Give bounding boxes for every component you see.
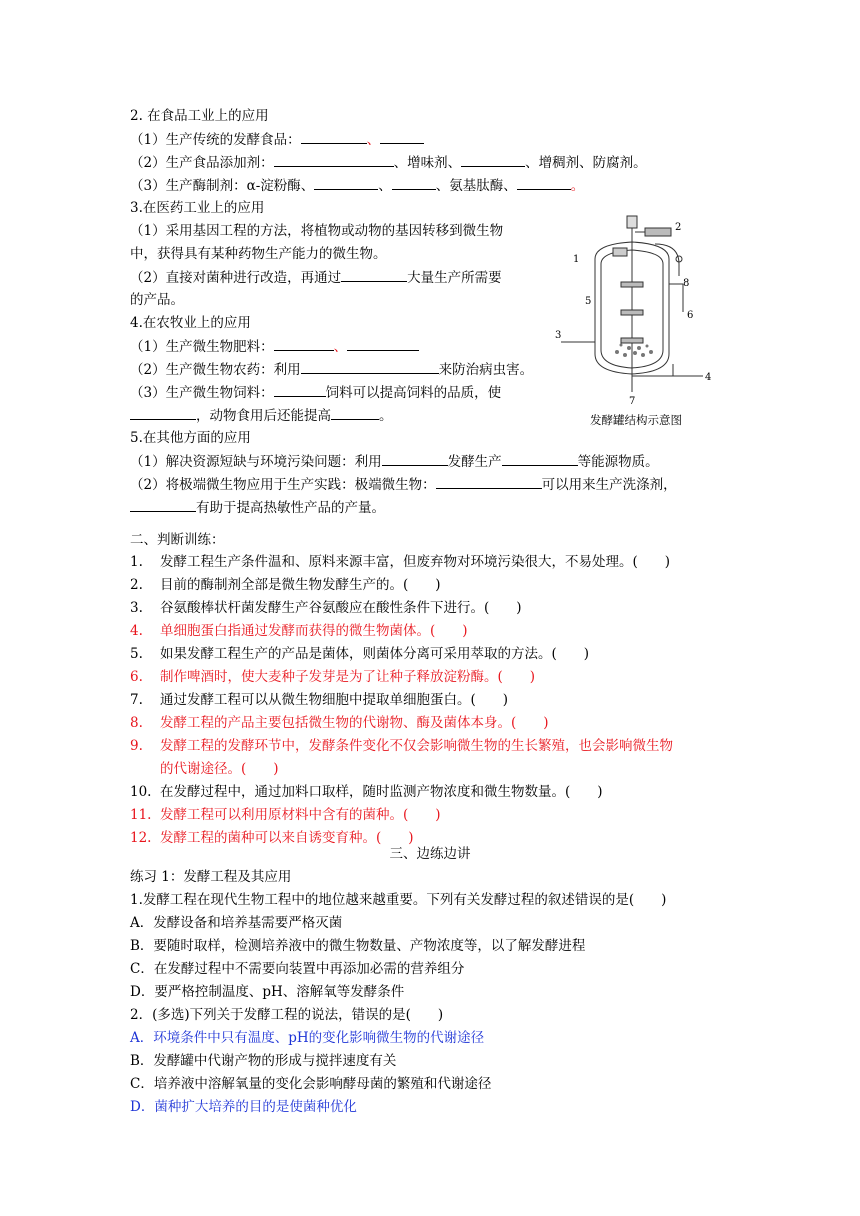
text: 、 (378, 178, 392, 194)
section3-line2c: 的产品。 (130, 292, 184, 308)
judge-item-number: 7. (130, 692, 143, 708)
judge-item (130, 667, 535, 687)
blank (314, 175, 378, 190)
blank (274, 382, 326, 397)
answer-paren: ( ) (632, 554, 671, 570)
fig-label-1: 1 (573, 254, 580, 265)
text: 有助于提高热敏性产品的产量。 (196, 500, 385, 516)
blank (347, 336, 419, 351)
judge-item-number: 8. (130, 715, 143, 731)
section4-line3 (130, 382, 501, 403)
fig-label-2: 2 (675, 222, 682, 233)
section5-heading: 5.在其他方面的应用 (130, 430, 251, 446)
blank (502, 451, 578, 466)
option-d: D．菌种扩大培养的目的是使菌种优化 (130, 1099, 357, 1115)
section2-line3 (130, 175, 584, 196)
blank (274, 152, 394, 167)
fermenter-diagram-svg (555, 214, 720, 414)
section3-heading: 3.在医药工业上的应用 (130, 200, 265, 216)
answer-paren: ( ) (497, 669, 536, 685)
judge-item-text: 目前的酶制剂全部是微生物发酵生产的。 (160, 577, 403, 593)
text: 。 (570, 178, 585, 194)
blank (461, 152, 525, 167)
text: （3）生产酶制剂：α-淀粉酶、 (130, 178, 315, 194)
section5-line3 (130, 497, 385, 518)
judge-item-number: 2. (130, 577, 143, 593)
fig-label-8: 8 (683, 278, 690, 289)
answer-paren: ( ) (403, 807, 441, 823)
blank (331, 405, 379, 420)
section4-heading: 4.在农牧业上的应用 (130, 315, 251, 331)
blank (392, 175, 436, 190)
section4-line2 (130, 359, 533, 380)
section2-heading: 2. 在食品工业上的应用 (130, 108, 269, 124)
text: 发酵生产 (447, 454, 502, 470)
answer-paren: ( ) (565, 784, 603, 800)
judge-item (130, 736, 673, 756)
blank (274, 336, 334, 351)
blank (517, 175, 571, 190)
judge-item (130, 598, 522, 618)
text: （1）生产微生物肥料： (130, 339, 274, 355)
section3-line1a: （1）采用基因工程的方法，将植物或动物的基因转移到微生物 (130, 223, 504, 239)
judge-item-number: 12. (130, 830, 152, 846)
judge-item-number: 10. (130, 784, 152, 800)
judge-item (130, 782, 603, 802)
option-b: B．发酵罐中代谢产物的形成与搅拌速度有关 (130, 1053, 397, 1069)
fig-label-5: 5 (585, 296, 592, 307)
blank (301, 129, 367, 144)
judge-item-text: 发酵工程可以利用原材料中含有的菌种。 (160, 807, 403, 823)
judge-item-number: 4. (130, 623, 143, 639)
section5-line1 (130, 451, 659, 472)
judge-item (130, 805, 441, 825)
text: 来防治病虫害。 (438, 362, 534, 378)
text: 可以用来生产洗涤剂， (541, 477, 677, 493)
option-d: D．要严格控制温度、pH、溶解氧等发酵条件 (130, 984, 405, 1000)
text: 。 (379, 408, 393, 424)
blank (341, 267, 407, 282)
text: （1）生产传统的发酵食品： (130, 132, 301, 148)
text: 等能源物质。 (577, 454, 659, 470)
text: ，动物食用后还能提高 (196, 408, 331, 424)
option-a: A．环境条件中只有温度、pH的变化影响微生物的代谢途径 (130, 1030, 485, 1046)
text: 、氨基肽酶、 (435, 178, 517, 194)
judge-item (130, 621, 468, 641)
judge-item-number: 3. (130, 600, 143, 616)
fermenter-diagram (555, 214, 720, 434)
separator: 、 (366, 132, 381, 148)
judge-item-text: 发酵工程的发酵环节中，发酵条件变化不仅会影响微生物的生长繁殖，也会影响微生物 (160, 738, 673, 754)
judge-item-text: 发酵工程的产品主要包括微生物的代谢物、酶及菌体本身。 (160, 715, 511, 731)
exercise-title: 练习 1：发酵工程及其应用 (130, 869, 292, 885)
section4-line1 (130, 336, 419, 357)
section5-line2 (130, 474, 677, 495)
motor-shape (627, 216, 637, 228)
judge-heading: 二、判断训练： (130, 532, 225, 548)
answer-paren: ( ) (551, 646, 590, 662)
blank (130, 497, 196, 512)
separator: 、 (333, 339, 348, 355)
judge-item-number: 1. (130, 554, 143, 570)
judge-item-number: 11. (130, 807, 152, 823)
section2-line1 (130, 129, 424, 150)
judge-item (130, 759, 279, 779)
text: （2）直接对菌种进行改造，再通过 (130, 270, 342, 286)
blank (130, 405, 196, 420)
fig-label-7: 7 (629, 396, 636, 407)
judge-item-text: 发酵工程的菌种可以来自诱变育种。 (160, 830, 376, 846)
answer-paren: ( ) (241, 761, 279, 777)
judge-item-number: 9. (130, 738, 143, 754)
fig-label-3: 3 (555, 330, 562, 341)
section3b-heading: 三、边练边讲 (389, 846, 471, 862)
question-1: 1.发酵工程在现代生物工程中的地位越来越重要。下列有关发酵过程的叙述错误的是( ) (130, 892, 667, 908)
option-c: C．在发酵过程中不需要向装置中再添加必需的营养组分 (130, 961, 465, 977)
judge-item (130, 575, 441, 595)
option-a: A．发酵设备和培养基需要严格灭菌 (130, 915, 343, 931)
answer-paren: ( ) (376, 830, 414, 846)
section3-line2 (130, 267, 502, 288)
answer-paren: ( ) (511, 715, 549, 731)
judge-item (130, 552, 670, 572)
text: 、增稠剂、防腐剂。 (525, 155, 647, 171)
fig-label-4: 4 (705, 372, 712, 383)
section2-line2 (130, 152, 647, 173)
answer-paren: ( ) (470, 692, 509, 708)
answer-paren: ( ) (403, 577, 441, 593)
blank (382, 451, 448, 466)
text: 、增味剂、 (393, 155, 462, 171)
text: （1）解决资源短缺与环境污染问题：利用 (130, 454, 382, 470)
text: 饲料可以提高饲料的品质，使 (325, 385, 502, 401)
judge-item-text: 在发酵过程中，通过加料口取样，随时监测产物浓度和微生物数量。 (160, 784, 565, 800)
judge-item (130, 644, 589, 664)
option-c: C．培养液中溶解氧量的变化会影响酵母菌的繁殖和代谢途径 (130, 1076, 492, 1092)
judge-item-text: 的代谢途径。 (160, 761, 241, 777)
blank (301, 359, 439, 374)
blank (380, 129, 424, 144)
judge-item-text: 如果发酵工程生产的产品是菌体，则菌体分离可采用萃取的方法。 (160, 646, 552, 662)
judge-item (130, 713, 549, 733)
text: （2）生产食品添加剂： (130, 155, 274, 171)
judge-item-number: 5. (130, 646, 143, 662)
judge-item-text: 谷氨酸棒状杆菌发酵生产谷氨酸应在酸性条件下进行。 (160, 600, 484, 616)
section3-line1b: 中，获得具有某种药物生产能力的微生物。 (130, 246, 387, 262)
answer-paren: ( ) (430, 623, 468, 639)
judge-item (130, 690, 508, 710)
answer-paren: ( ) (484, 600, 522, 616)
blank (436, 474, 542, 489)
text: 大量生产所需要 (407, 270, 502, 286)
judge-item-text: 通过发酵工程可以从微生物细胞中提取单细胞蛋白。 (160, 692, 471, 708)
question-2: 2．(多选)下列关于发酵工程的说法，错误的是( ) (130, 1007, 444, 1023)
text: （3）生产微生物饲料： (130, 385, 274, 401)
text: （2）将极端微生物应用于生产实践：极端微生物： (130, 477, 436, 493)
judge-item-number: 6. (130, 669, 143, 685)
fig-label-6: 6 (687, 310, 694, 321)
judge-item-text: 单细胞蛋白指通过发酵而获得的微生物菌体。 (160, 623, 430, 639)
judge-item-text: 发酵工程生产条件温和、原料来源丰富，但废弃物对环境污染很大，不易处理。 (160, 554, 633, 570)
text: （2）生产微生物农药：利用 (130, 362, 301, 378)
section4-line4 (130, 405, 393, 426)
option-b: B．要随时取样，检测培养液中的微生物数量、产物浓度等，以了解发酵进程 (130, 938, 586, 954)
judge-item-text: 制作啤酒时，使大麦种子发芽是为了让种子释放淀粉酶。 (160, 669, 498, 685)
figure-caption: 发酵罐结构示意图 (590, 413, 682, 427)
